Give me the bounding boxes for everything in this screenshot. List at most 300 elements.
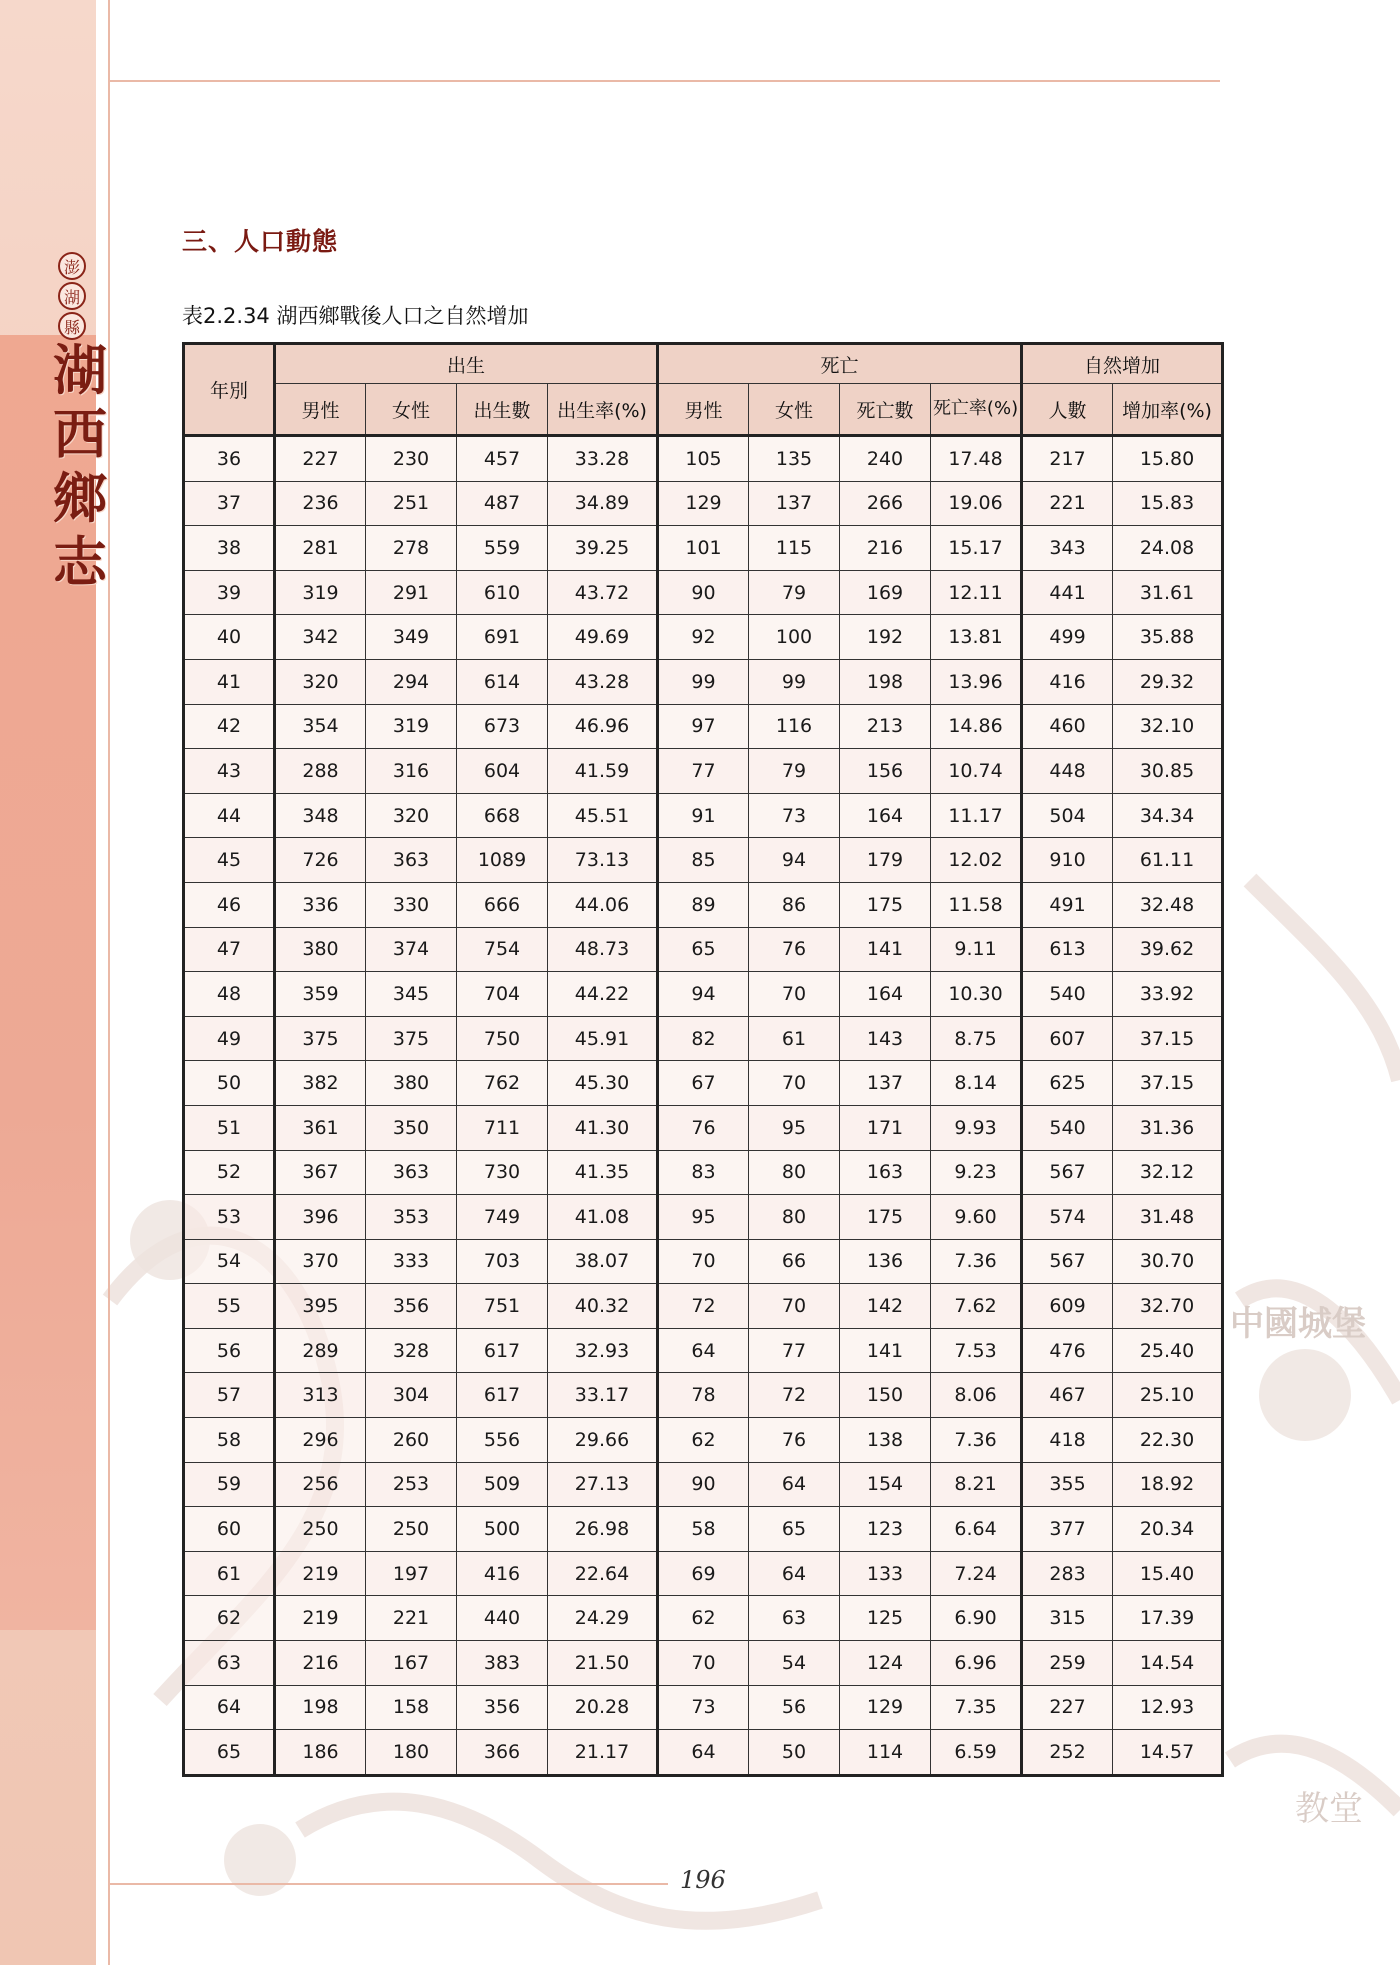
table-cell: 330 (366, 882, 457, 927)
table-row (184, 1195, 1223, 1240)
header-increase-rate: 增加率(%) (1113, 384, 1223, 436)
table-cell: 154 (840, 1462, 931, 1507)
table-cell: 751 (457, 1284, 548, 1329)
table-cell: 41.35 (548, 1150, 658, 1195)
table-cell: 296 (275, 1418, 366, 1463)
table-cell: 13.81 (931, 615, 1022, 660)
table-cell: 21.17 (548, 1730, 658, 1776)
header-death-male: 男性 (658, 384, 749, 436)
table-cell: 370 (275, 1239, 366, 1284)
table-row (184, 1462, 1223, 1507)
header-natural-increase: 自然增加 (1022, 344, 1223, 384)
table-cell-year: 43 (184, 749, 275, 794)
table-cell-year: 37 (184, 481, 275, 526)
table-cell: 31.36 (1113, 1105, 1223, 1150)
table-cell-year: 60 (184, 1507, 275, 1552)
table-cell: 14.57 (1113, 1730, 1223, 1776)
table-cell: 77 (749, 1328, 840, 1373)
table-cell: 70 (658, 1641, 749, 1686)
table-cell: 320 (275, 659, 366, 704)
table-cell: 6.59 (931, 1730, 1022, 1776)
table-cell: 86 (749, 882, 840, 927)
table-cell: 62 (658, 1596, 749, 1641)
table-cell: 21.50 (548, 1641, 658, 1686)
table-cell: 504 (1022, 793, 1113, 838)
table-row (184, 1551, 1223, 1596)
table-cell: 76 (749, 927, 840, 972)
table-cell: 319 (275, 570, 366, 615)
table-cell: 123 (840, 1507, 931, 1552)
table-cell: 356 (366, 1284, 457, 1329)
table-cell: 8.06 (931, 1373, 1022, 1418)
table-caption: 表2.2.34 湖西鄉戰後人口之自然增加 (182, 304, 529, 328)
table-cell: 158 (366, 1685, 457, 1730)
table-cell: 37.15 (1113, 1016, 1223, 1061)
table-cell: 169 (840, 570, 931, 615)
table-cell: 11.58 (931, 882, 1022, 927)
header-increase-count: 人數 (1022, 384, 1113, 436)
table-cell: 668 (457, 793, 548, 838)
table-cell: 416 (457, 1551, 548, 1596)
table-cell: 383 (457, 1641, 548, 1686)
table-cell: 25.10 (1113, 1373, 1223, 1418)
table-cell-year: 53 (184, 1195, 275, 1240)
table-cell: 135 (749, 436, 840, 482)
table-cell: 219 (275, 1596, 366, 1641)
table-cell: 278 (366, 526, 457, 571)
table-cell: 7.36 (931, 1239, 1022, 1284)
table-cell: 115 (749, 526, 840, 571)
table-cell: 395 (275, 1284, 366, 1329)
table-row (184, 704, 1223, 749)
table-cell: 460 (1022, 704, 1113, 749)
table-cell: 46.96 (548, 704, 658, 749)
table-cell: 540 (1022, 972, 1113, 1017)
table-cell: 37.15 (1113, 1061, 1223, 1106)
table-cell: 17.48 (931, 436, 1022, 482)
table-cell: 7.24 (931, 1551, 1022, 1596)
table-row (184, 1239, 1223, 1284)
table-cell-year: 36 (184, 436, 275, 482)
table-cell: 175 (840, 1195, 931, 1240)
section-title: 三、人口動態 (182, 227, 339, 256)
table-cell: 20.28 (548, 1685, 658, 1730)
table-row (184, 526, 1223, 571)
table-cell: 354 (275, 704, 366, 749)
table-cell: 95 (749, 1105, 840, 1150)
table-cell: 259 (1022, 1641, 1113, 1686)
table-cell: 138 (840, 1418, 931, 1463)
table-cell: 250 (275, 1507, 366, 1552)
table-cell: 49.69 (548, 615, 658, 660)
table-cell: 216 (840, 526, 931, 571)
table-cell: 703 (457, 1239, 548, 1284)
table-cell: 70 (749, 1284, 840, 1329)
table-cell: 150 (840, 1373, 931, 1418)
table-cell: 418 (1022, 1418, 1113, 1463)
table-cell: 80 (749, 1195, 840, 1240)
table-cell: 363 (366, 1150, 457, 1195)
table-cell: 90 (658, 570, 749, 615)
header-death-female: 女性 (749, 384, 840, 436)
table-cell: 613 (1022, 927, 1113, 972)
table-cell: 12.93 (1113, 1685, 1223, 1730)
table-cell: 116 (749, 704, 840, 749)
table-cell: 83 (658, 1150, 749, 1195)
table-cell: 101 (658, 526, 749, 571)
book-title-vertical (50, 338, 110, 594)
table-cell: 92 (658, 615, 749, 660)
table-cell: 750 (457, 1016, 548, 1061)
table-cell: 691 (457, 615, 548, 660)
table-cell: 281 (275, 526, 366, 571)
table-cell: 43.72 (548, 570, 658, 615)
table-cell: 64 (749, 1462, 840, 1507)
table-cell-year: 52 (184, 1150, 275, 1195)
table-cell: 43.28 (548, 659, 658, 704)
header-death-rate: 死亡率(%) (931, 384, 1022, 436)
table-cell: 61 (749, 1016, 840, 1061)
table-cell-year: 64 (184, 1685, 275, 1730)
table-cell: 6.90 (931, 1596, 1022, 1641)
table-cell: 129 (658, 481, 749, 526)
table-cell: 666 (457, 882, 548, 927)
table-cell: 7.35 (931, 1685, 1022, 1730)
table-cell: 141 (840, 927, 931, 972)
table-body (184, 436, 1223, 1776)
table-cell: 336 (275, 882, 366, 927)
table-cell: 167 (366, 1641, 457, 1686)
table-cell: 100 (749, 615, 840, 660)
table-cell-year: 65 (184, 1730, 275, 1776)
table-cell: 6.64 (931, 1507, 1022, 1552)
table-cell: 574 (1022, 1195, 1113, 1240)
table-cell: 25.40 (1113, 1328, 1223, 1373)
table-cell: 48.73 (548, 927, 658, 972)
table-cell-year: 47 (184, 927, 275, 972)
table-cell: 240 (840, 436, 931, 482)
book-title-char: 西 (53, 402, 107, 466)
table-cell: 24.29 (548, 1596, 658, 1641)
table-cell: 333 (366, 1239, 457, 1284)
table-cell: 99 (749, 659, 840, 704)
table-cell: 137 (840, 1061, 931, 1106)
table-cell: 236 (275, 481, 366, 526)
table-cell: 7.36 (931, 1418, 1022, 1463)
table-row (184, 1685, 1223, 1730)
table-cell: 141 (840, 1328, 931, 1373)
table-cell: 124 (840, 1641, 931, 1686)
table-cell: 382 (275, 1061, 366, 1106)
table-cell: 44.22 (548, 972, 658, 1017)
table-cell: 64 (658, 1328, 749, 1373)
table-cell: 38.07 (548, 1239, 658, 1284)
table-cell: 288 (275, 749, 366, 794)
table-cell: 610 (457, 570, 548, 615)
table-cell-year: 50 (184, 1061, 275, 1106)
table-cell: 614 (457, 659, 548, 704)
table-cell: 105 (658, 436, 749, 482)
table-row (184, 1105, 1223, 1150)
table-cell-year: 51 (184, 1105, 275, 1150)
table-cell: 375 (366, 1016, 457, 1061)
table-cell: 65 (749, 1507, 840, 1552)
table-cell: 29.32 (1113, 659, 1223, 704)
table-cell: 251 (366, 481, 457, 526)
table-cell: 32.12 (1113, 1150, 1223, 1195)
table-cell: 40.32 (548, 1284, 658, 1329)
table-cell: 30.85 (1113, 749, 1223, 794)
table-row (184, 1730, 1223, 1776)
table-row (184, 615, 1223, 660)
table-cell: 348 (275, 793, 366, 838)
table-cell: 353 (366, 1195, 457, 1240)
table-cell: 34.89 (548, 481, 658, 526)
table-cell: 363 (366, 838, 457, 883)
table-cell: 375 (275, 1016, 366, 1061)
table-cell: 355 (1022, 1462, 1113, 1507)
table-cell: 97 (658, 704, 749, 749)
table-cell: 1089 (457, 838, 548, 883)
table-cell: 476 (1022, 1328, 1113, 1373)
table-cell: 27.13 (548, 1462, 658, 1507)
table-cell: 163 (840, 1150, 931, 1195)
table-cell: 31.48 (1113, 1195, 1223, 1240)
table-cell: 617 (457, 1328, 548, 1373)
table-cell: 500 (457, 1507, 548, 1552)
table-cell: 95 (658, 1195, 749, 1240)
table-cell: 342 (275, 615, 366, 660)
table-cell: 179 (840, 838, 931, 883)
table-cell: 367 (275, 1150, 366, 1195)
table-cell: 604 (457, 749, 548, 794)
table-cell: 70 (658, 1239, 749, 1284)
table-cell: 85 (658, 838, 749, 883)
table-cell: 89 (658, 882, 749, 927)
table-cell: 219 (275, 1551, 366, 1596)
table-cell: 91 (658, 793, 749, 838)
table-row (184, 1328, 1223, 1373)
table-cell: 673 (457, 704, 548, 749)
table-cell: 567 (1022, 1239, 1113, 1284)
table-cell: 64 (658, 1730, 749, 1776)
table-cell: 14.54 (1113, 1641, 1223, 1686)
table-cell-year: 44 (184, 793, 275, 838)
table-cell-year: 42 (184, 704, 275, 749)
left-margin-rule (108, 0, 110, 1965)
table-cell: 70 (749, 1061, 840, 1106)
table-cell: 253 (366, 1462, 457, 1507)
table-cell: 32.70 (1113, 1284, 1223, 1329)
table-cell: 198 (840, 659, 931, 704)
table-cell: 730 (457, 1150, 548, 1195)
table-cell: 133 (840, 1551, 931, 1596)
table-cell: 15.17 (931, 526, 1022, 571)
table-cell: 487 (457, 481, 548, 526)
table-cell: 29.66 (548, 1418, 658, 1463)
table-cell: 294 (366, 659, 457, 704)
table-cell-year: 46 (184, 882, 275, 927)
table-cell: 17.39 (1113, 1596, 1223, 1641)
table-cell-year: 58 (184, 1418, 275, 1463)
table-cell: 90 (658, 1462, 749, 1507)
table-cell: 30.70 (1113, 1239, 1223, 1284)
table-row (184, 1418, 1223, 1463)
table-cell: 6.96 (931, 1641, 1022, 1686)
table-cell: 26.98 (548, 1507, 658, 1552)
table-row (184, 749, 1223, 794)
table-cell: 67 (658, 1061, 749, 1106)
table-cell: 73 (658, 1685, 749, 1730)
table-cell: 14.86 (931, 704, 1022, 749)
table-cell: 316 (366, 749, 457, 794)
table-cell: 9.93 (931, 1105, 1022, 1150)
table-cell: 350 (366, 1105, 457, 1150)
header-birth-female: 女性 (366, 384, 457, 436)
book-title-char: 鄉 (53, 466, 107, 530)
table-cell: 8.21 (931, 1462, 1022, 1507)
table-cell: 58 (658, 1507, 749, 1552)
header-birth: 出生 (275, 344, 658, 384)
table-cell: 32.10 (1113, 704, 1223, 749)
table-row (184, 882, 1223, 927)
table-cell: 33.92 (1113, 972, 1223, 1017)
table-cell: 256 (275, 1462, 366, 1507)
table-cell: 213 (840, 704, 931, 749)
table-cell-year: 55 (184, 1284, 275, 1329)
table-cell: 45.30 (548, 1061, 658, 1106)
table-cell: 361 (275, 1105, 366, 1150)
table-cell: 10.74 (931, 749, 1022, 794)
table-row (184, 1507, 1223, 1552)
background-map-label-1: 中國城堡 (1230, 1304, 1366, 1344)
table-cell: 33.28 (548, 436, 658, 482)
table-cell: 79 (749, 570, 840, 615)
table-cell: 11.17 (931, 793, 1022, 838)
table-cell: 44.06 (548, 882, 658, 927)
table-cell: 164 (840, 793, 931, 838)
header-birth-rate: 出生率(%) (548, 384, 658, 436)
table-cell: 129 (840, 1685, 931, 1730)
table-cell: 221 (366, 1596, 457, 1641)
table-cell: 61.11 (1113, 838, 1223, 883)
table-cell: 65 (658, 927, 749, 972)
table-cell: 76 (658, 1105, 749, 1150)
table-cell: 366 (457, 1730, 548, 1776)
table-cell: 142 (840, 1284, 931, 1329)
page-number: 196 (680, 1866, 726, 1894)
table-cell: 227 (1022, 1685, 1113, 1730)
table-cell: 559 (457, 526, 548, 571)
header-death-count: 死亡數 (840, 384, 931, 436)
table-cell: 320 (366, 793, 457, 838)
table-row (184, 1284, 1223, 1329)
table-cell: 63 (749, 1596, 840, 1641)
table-cell: 171 (840, 1105, 931, 1150)
table-cell: 41.30 (548, 1105, 658, 1150)
table-row (184, 1641, 1223, 1686)
table-cell: 125 (840, 1596, 931, 1641)
table-cell: 24.08 (1113, 526, 1223, 571)
table-cell: 35.88 (1113, 615, 1223, 660)
table-row (184, 659, 1223, 704)
table-cell: 164 (840, 972, 931, 1017)
county-seal-stack (58, 252, 88, 340)
table-cell: 80 (749, 1150, 840, 1195)
table-row (184, 436, 1223, 482)
table-cell: 396 (275, 1195, 366, 1240)
table-cell: 260 (366, 1418, 457, 1463)
table-row (184, 570, 1223, 615)
table-cell: 22.30 (1113, 1418, 1223, 1463)
table-cell: 197 (366, 1551, 457, 1596)
table-cell: 13.96 (931, 659, 1022, 704)
table-cell: 32.48 (1113, 882, 1223, 927)
table-cell: 726 (275, 838, 366, 883)
table-cell: 12.11 (931, 570, 1022, 615)
table-cell: 78 (658, 1373, 749, 1418)
table-row (184, 1016, 1223, 1061)
table-cell: 94 (749, 838, 840, 883)
table-cell: 15.83 (1113, 481, 1223, 526)
table-cell-year: 63 (184, 1641, 275, 1686)
table-cell-year: 61 (184, 1551, 275, 1596)
county-seal-char: 澎 (58, 252, 86, 280)
table-cell: 227 (275, 436, 366, 482)
table-cell: 56 (749, 1685, 840, 1730)
table-cell: 31.61 (1113, 570, 1223, 615)
table-cell: 625 (1022, 1061, 1113, 1106)
table-cell: 22.64 (548, 1551, 658, 1596)
book-title-char: 志 (53, 530, 107, 594)
table-cell: 250 (366, 1507, 457, 1552)
table-cell: 491 (1022, 882, 1113, 927)
table-row (184, 1373, 1223, 1418)
table-row (184, 1061, 1223, 1106)
table-cell-year: 40 (184, 615, 275, 660)
table-cell-year: 45 (184, 838, 275, 883)
table-row (184, 927, 1223, 972)
table-cell: 136 (840, 1239, 931, 1284)
table-cell: 20.34 (1113, 1507, 1223, 1552)
table-cell: 377 (1022, 1507, 1113, 1552)
table-cell: 15.80 (1113, 436, 1223, 482)
table-cell-year: 62 (184, 1596, 275, 1641)
table-cell: 8.14 (931, 1061, 1022, 1106)
table-cell-year: 38 (184, 526, 275, 571)
table-cell: 711 (457, 1105, 548, 1150)
table-cell: 609 (1022, 1284, 1113, 1329)
table-cell: 41.08 (548, 1195, 658, 1240)
table-cell: 304 (366, 1373, 457, 1418)
table-header (184, 344, 1223, 436)
table-cell: 66 (749, 1239, 840, 1284)
table-cell: 356 (457, 1685, 548, 1730)
table-cell: 82 (658, 1016, 749, 1061)
table-cell: 217 (1022, 436, 1113, 482)
table-cell: 12.02 (931, 838, 1022, 883)
table-cell: 64 (749, 1551, 840, 1596)
table-cell-year: 59 (184, 1462, 275, 1507)
table-cell: 99 (658, 659, 749, 704)
table-cell: 345 (366, 972, 457, 1017)
table-cell-year: 57 (184, 1373, 275, 1418)
table-row (184, 793, 1223, 838)
table-cell: 192 (840, 615, 931, 660)
background-map-label-2: 教堂 (1295, 1789, 1363, 1829)
table-cell: 72 (749, 1373, 840, 1418)
table-cell: 416 (1022, 659, 1113, 704)
